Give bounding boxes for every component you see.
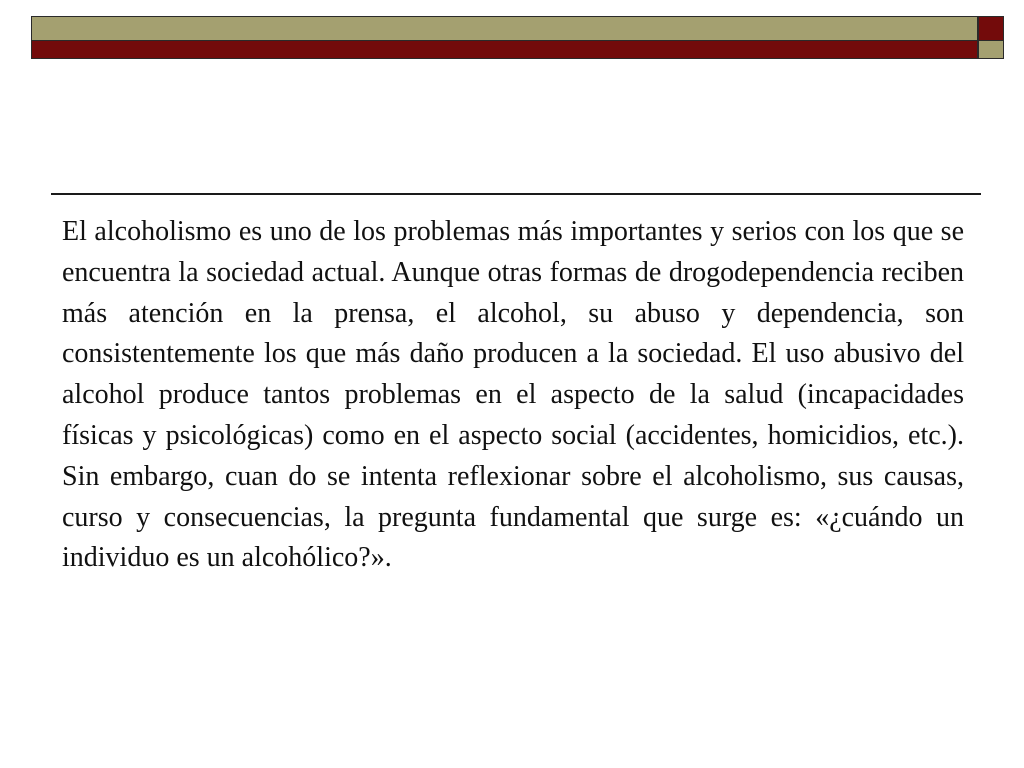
corner-maroon-square [978, 16, 1004, 41]
corner-olive-square [978, 41, 1004, 59]
divider-line [51, 193, 981, 195]
body-paragraph: El alcoholismo es uno de los problemas más importantes y serios con los que se encuentra la sociedad actual. Aunque otras formas de drogodependencia reciben más atención en la prensa, el alcohol, su abuso y dependencia, son consistentemente los que más daño producen a la sociedad. El uso abusivo del alcohol produce tantos problemas en el aspecto de la salud (incapacidades físicas y psicológicas) como en el aspecto social (accidentes, homicidios, etc.). Sin embargo, cuan do se intenta reflexionar sobre el alcoholismo, sus causas, curso y consecuencias, la pregunta fundamental que surge es: «¿cuándo un individuo es un alcohólico?». [62, 216, 964, 574]
header-olive-bar [31, 16, 978, 41]
header-maroon-bar [31, 41, 978, 59]
